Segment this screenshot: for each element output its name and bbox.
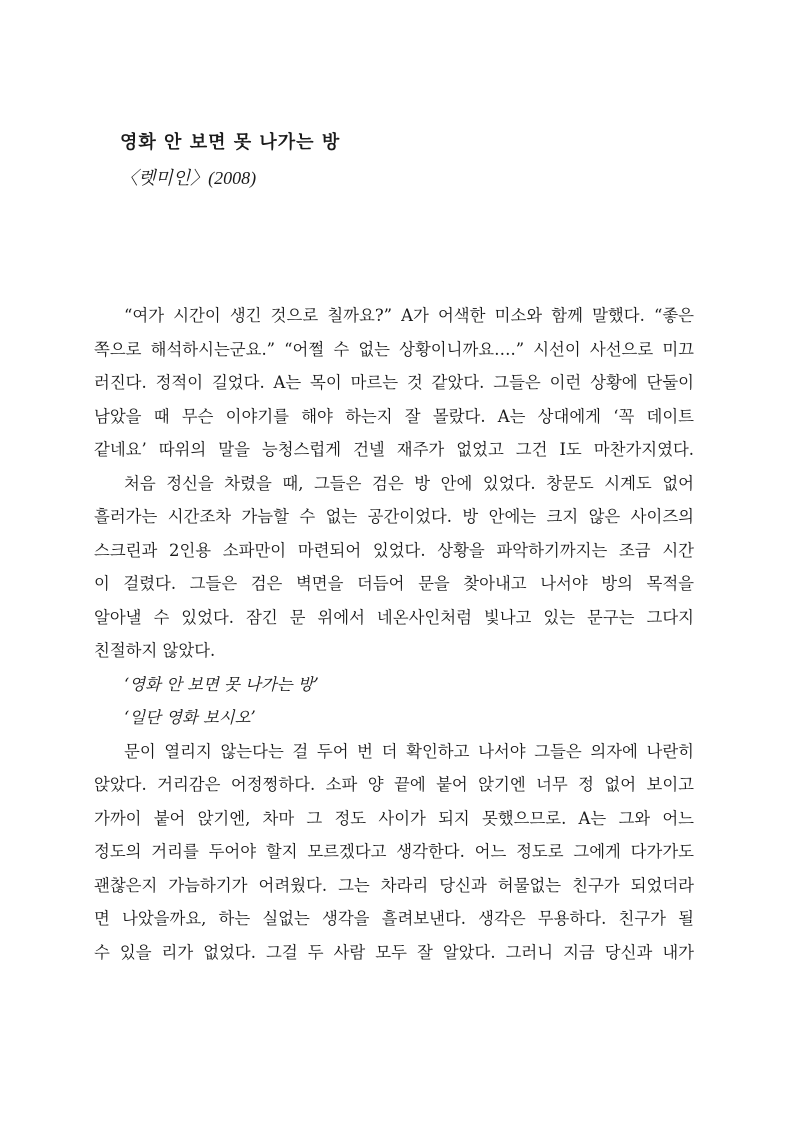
text-line: 문이 열리지 않는다는 걸 두어 번 더 확인하고 나서야 그들은 의자에 나란히 <box>124 741 694 761</box>
body-text <box>94 299 694 969</box>
text-line: 스크린과 2인용 소파만이 마련되어 있었다. 상황을 파악하기까지는 조금 시간 <box>94 540 694 560</box>
text-line: 남았을 때 무슨 이야기를 해야 하는지 잘 몰랐다. A는 상대에게 ‘꼭 데이트 <box>94 406 694 426</box>
text-line: 같네요’ 따위의 말을 능청스럽게 건넬 재주가 없었고 그건 I도 마찬가지였다. <box>94 440 694 459</box>
chapter-title: 영화 안 보면 못 나가는 방 <box>120 132 341 153</box>
text-line: “여가 시간이 생긴 것으로 칠까요?” A가 어색한 미소와 함께 말했다. “좋은 <box>124 306 694 325</box>
text-line: 정도의 거리를 두어야 할지 모르겠다고 생각한다. 어느 정도로 그에게 다가가도 <box>94 842 694 861</box>
text-line: ‘일단 영화 보시오’ <box>124 708 256 727</box>
text-line: 수 있을 리가 없었다. 그걸 두 사람 모두 잘 알았다. 그러니 지금 당신과 내가 <box>94 942 694 962</box>
chapter-heading <box>120 128 340 190</box>
text-line: ‘영화 안 보면 못 나가는 방’ <box>124 674 319 694</box>
text-line: 친절하지 않았다. <box>94 641 216 660</box>
text-line: 처음 정신을 차렸을 때, 그들은 검은 방 안에 있었다. 창문도 시계도 없어 <box>124 473 694 493</box>
text-line: 흘러가는 시간조차 가늠할 수 없는 공간이었다. 방 안에는 크지 않은 사이즈의 <box>94 507 694 526</box>
text-line: 알아낼 수 있었다. 잠긴 문 위에서 네온사인처럼 빛나고 있는 문구는 그다지 <box>94 607 694 627</box>
text-line: 러진다. 정적이 길었다. A는 목이 마르는 것 같았다. 그들은 이런 상황에 단둘이 <box>94 373 694 392</box>
text-line: 면 나았을까요, 하는 실없는 생각을 흘려보낸다. 생각은 무용하다. 친구가 될 <box>94 909 694 928</box>
text-line: 이 걸렸다. 그들은 검은 벽면을 더듬어 문을 찾아내고 나서야 방의 목적을 <box>94 574 694 593</box>
text-line: 앉았다. 거리감은 어정쩡하다. 소파 양 끝에 붙어 앉기엔 너무 정 없어 보이고 <box>94 775 694 794</box>
text-line: 괜찮은지 가늠하기가 어려웠다. 그는 차라리 당신과 허물없는 친구가 되었더라 <box>94 875 694 895</box>
text-line: 가까이 붙어 앉기엔, 차마 그 정도 사이가 되지 못했으므로. A는 그와 어느 <box>94 808 694 828</box>
text-line: 쪽으로 해석하시는군요.” “어쩔 수 없는 상황이니까요….” 시선이 사선으로 미끄 <box>94 339 694 359</box>
chapter-subtitle: 〈렛미인〉(2008) <box>120 168 257 188</box>
